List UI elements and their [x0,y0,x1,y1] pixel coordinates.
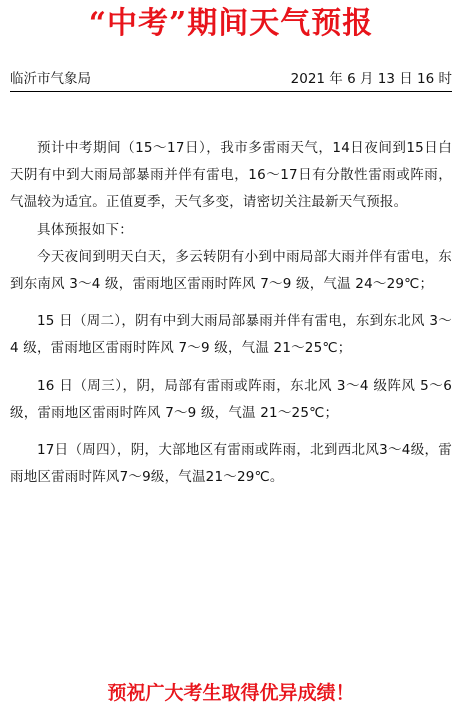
forecast-paragraph-day-17: 17日（周四），阴，大部地区有雷雨或阵雨，北到西北风3～4级，雷雨地区雷雨时阵风7～9级，气温21～29℃。 [10,442,452,486]
intro-paragraph: 预计中考期间（15～17日），我市多雷雨天气，14日夜间到15日白天阴有中到大雨局部暴雨并伴有雷电，16～17日有分散性雷雨或阵雨，气温较为适宜。正值夏季，天气多变，请密切关注最新天气预报。 [10,140,452,211]
document-meta [10,68,452,90]
forecast-paragraph-tonight: 今天夜间到明天白天，多云转阴有小到中雨局部大雨并伴有雷电，东到东南风 3～4 级，雷雨地区雷雨时阵风 7～9 级，气温 24～29℃； [10,248,452,293]
forecast-paragraph-day-15: 15 日（周二），阴有中到大雨局部暴雨并伴有雷电，东到东北风 3～4 级，雷雨地区雷雨时阵风 7～9 级，气温 21～25℃； [10,313,452,357]
closing-message: 预祝广大考生取得优异成绩！ [107,682,355,704]
document-body [10,135,452,491]
document-title: “中考”期间天气预报 [88,6,374,41]
detail-heading: 具体预报如下： [37,221,133,238]
header-divider [10,91,452,92]
issuer-name: 临沂市气象局 [10,71,91,87]
issue-date: 2021 年 6 月 13 日 16 时 [290,71,452,87]
forecast-paragraph-day-16: 16 日（周三），阴，局部有雷雨或阵雨，东北风 3～4 级阵风 5～6 级，雷雨地区雷雨时阵风 7～9 级，气温 21～25℃； [10,377,452,421]
